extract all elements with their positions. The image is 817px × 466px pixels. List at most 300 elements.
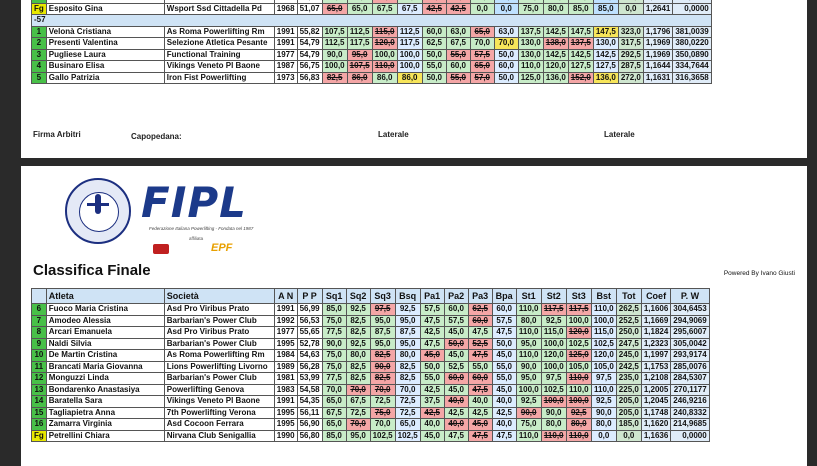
coefficient-cell: 1,1644	[643, 61, 672, 73]
rank-cell: 10	[32, 350, 47, 362]
lift-pa2-cell: 63,0	[446, 26, 470, 38]
table-row	[32, 49, 712, 61]
lift-st3-cell: 85,0	[568, 3, 593, 15]
coefficient-cell: 1,1631	[643, 72, 672, 84]
lift-bsq-cell: 95,0	[395, 338, 420, 350]
header-cell: Pa1	[420, 289, 444, 304]
total-cell: 0,0	[618, 3, 643, 15]
lift-st2-cell: 100,0	[541, 361, 566, 373]
ipf-logo-icon	[153, 244, 169, 254]
bodyweight-cell: 54,58	[297, 384, 322, 396]
lift-st3-cell: 110,0	[566, 430, 591, 442]
club-cell: As Roma Powerlifting Rm	[164, 26, 274, 38]
header-cell: P. W	[671, 289, 709, 304]
results-sheet-top	[21, 0, 807, 158]
points-cell: 0,0000	[673, 3, 711, 15]
lift-sq3-cell: 110,0	[372, 61, 397, 73]
bodyweight-cell: 56,99	[297, 304, 322, 316]
lift-bsq-cell: 102,5	[395, 430, 420, 442]
rank-cell: Fg	[32, 430, 47, 442]
lift-bst-cell: 142,5	[593, 49, 618, 61]
lift-st2-cell: 136,0	[543, 72, 568, 84]
club-cell: Asd Cocoon Ferrara	[164, 419, 274, 431]
lift-bsq-cell: 67,5	[397, 3, 422, 15]
lift-sq3-cell: 86,0	[372, 72, 397, 84]
lift-pa1-cell: 47,5	[420, 338, 444, 350]
total-cell: 185,0	[616, 419, 641, 431]
birth-year-cell: 1991	[274, 396, 297, 408]
epf-logo: EPF	[211, 242, 233, 254]
lift-sq1-cell: 85,0	[322, 304, 346, 316]
lift-st2-cell: 138,0	[543, 38, 568, 50]
points-cell: 380,0220	[673, 38, 711, 50]
points-cell: 246,9216	[671, 396, 709, 408]
birth-year-cell: 1995	[274, 407, 297, 419]
fipl-logo-text: FIPL	[141, 178, 247, 227]
table-row	[32, 396, 710, 408]
bodyweight-cell: 56,80	[297, 430, 322, 442]
affiliation-label: affiliata	[189, 236, 204, 241]
lift-pa2-cell: 67,5	[446, 38, 470, 50]
lift-bst-cell: 105,0	[591, 361, 616, 373]
lift-st1-cell: 110,0	[516, 327, 541, 339]
lift-st1-cell: 110,0	[516, 350, 541, 362]
lift-bpa-cell: 42,5	[492, 407, 516, 419]
lift-st2-cell: 120,0	[541, 350, 566, 362]
total-cell: 250,0	[616, 327, 641, 339]
lift-st2-cell: 80,0	[541, 419, 566, 431]
header-rank	[32, 289, 47, 304]
header-cell: Atleta	[46, 289, 164, 304]
lift-bst-cell: 90,0	[591, 407, 616, 419]
lift-pa1-cell: 50,0	[420, 361, 444, 373]
table-row	[32, 72, 712, 84]
lift-bst-cell: 85,0	[593, 3, 618, 15]
lift-sq3-cell: 82,5	[370, 373, 395, 385]
lift-pa3-cell: 0,0	[470, 3, 494, 15]
athlete-name-cell: De Martin Cristina	[46, 350, 164, 362]
table-row	[32, 38, 712, 50]
lift-bsq-cell: 82,5	[395, 373, 420, 385]
table-row	[32, 315, 710, 327]
total-cell: 252,5	[616, 315, 641, 327]
header-cell: Coef	[641, 289, 670, 304]
lift-sq1-cell: 90,0	[322, 49, 347, 61]
rank-cell: 4	[32, 61, 47, 73]
lift-st1-cell: 80,0	[516, 315, 541, 327]
lift-bsq-cell: 72,5	[395, 407, 420, 419]
club-cell: Functional Training	[164, 49, 274, 61]
lift-sq1-cell: 82,5	[322, 72, 347, 84]
lift-st1-cell: 75,0	[516, 419, 541, 431]
points-cell: 240,8332	[671, 407, 709, 419]
athlete-name-cell: Brancati Maria Giovanna	[46, 361, 164, 373]
coefficient-cell: 1,2641	[643, 3, 672, 15]
birth-year-cell: 1977	[274, 49, 297, 61]
lift-pa2-cell: 52,5	[444, 361, 468, 373]
lift-bst-cell: 120,0	[591, 350, 616, 362]
category-row	[32, 15, 712, 27]
lift-st2-cell: 142,5	[543, 49, 568, 61]
lift-st2-cell: 100,0	[541, 338, 566, 350]
points-cell: 293,9174	[671, 350, 709, 362]
total-cell: 225,0	[616, 384, 641, 396]
rank-cell: 6	[32, 304, 47, 316]
lift-st2-cell: 100,0	[541, 396, 566, 408]
lift-st2-cell: 102,5	[541, 384, 566, 396]
header-cell: A N	[274, 289, 297, 304]
header-cell: Sq3	[370, 289, 395, 304]
lift-pa1-cell: 40,0	[420, 419, 444, 431]
lift-sq1-cell: 65,0	[322, 419, 346, 431]
lift-sq1-cell: 75,0	[322, 361, 346, 373]
lift-bsq-cell: 100,0	[397, 61, 422, 73]
birth-year-cell: 1977	[274, 327, 297, 339]
lift-sq1-cell: 77,5	[322, 373, 346, 385]
lift-bst-cell: 100,0	[591, 315, 616, 327]
table-row	[32, 361, 710, 373]
lift-pa1-cell: 42,5	[420, 407, 444, 419]
bodyweight-cell: 55,65	[297, 327, 322, 339]
coefficient-cell: 1,1969	[643, 38, 672, 50]
club-cell: Selezione Atletica Pesante	[164, 38, 274, 50]
total-cell: 317,5	[618, 38, 643, 50]
rank-cell: 14	[32, 396, 47, 408]
lift-bpa-cell: 40,0	[492, 396, 516, 408]
lift-bst-cell: 147,5	[593, 26, 618, 38]
athlete-name-cell: Arcari Emanuela	[46, 327, 164, 339]
lift-bsq-cell: 65,0	[395, 419, 420, 431]
birth-year-cell: 1991	[274, 38, 297, 50]
table-row	[32, 304, 710, 316]
lift-st1-cell: 130,0	[518, 38, 543, 50]
bodyweight-cell: 54,35	[297, 396, 322, 408]
lift-sq2-cell: 82,5	[346, 315, 370, 327]
header-cell: Bsq	[395, 289, 420, 304]
lift-pa2-cell: 55,0	[446, 72, 470, 84]
lift-bpa-cell: 57,5	[492, 315, 516, 327]
bodyweight-cell: 56,28	[297, 361, 322, 373]
lift-sq3-cell: 75,0	[370, 407, 395, 419]
lift-pa1-cell: 42,5	[420, 384, 444, 396]
points-cell: 284,5307	[671, 373, 709, 385]
lift-st1-cell: 92,5	[516, 396, 541, 408]
lift-bpa-cell: 47,5	[492, 430, 516, 442]
bodyweight-cell: 56,75	[297, 61, 322, 73]
sign-laterale-1-label: Laterale	[378, 130, 409, 139]
coefficient-cell: 1,1606	[641, 304, 670, 316]
total-cell: 287,5	[618, 61, 643, 73]
lift-bpa-cell: 60,0	[494, 61, 518, 73]
lift-pa1-cell: 47,5	[420, 315, 444, 327]
lift-bsq-cell: 72,5	[395, 396, 420, 408]
table-row	[32, 430, 710, 442]
rank-cell: 8	[32, 327, 47, 339]
points-cell: 304,6453	[671, 304, 709, 316]
lift-sq1-cell: 77,5	[322, 327, 346, 339]
lift-sq3-cell: 82,5	[370, 350, 395, 362]
total-cell: 247,5	[616, 338, 641, 350]
lift-bsq-cell: 117,5	[397, 38, 422, 50]
coefficient-cell: 1,1796	[643, 26, 672, 38]
lift-st1-cell: 100,0	[516, 384, 541, 396]
birth-year-cell: 1992	[274, 315, 297, 327]
lift-sq1-cell: 75,0	[322, 350, 346, 362]
points-cell: 214,9685	[671, 419, 709, 431]
lift-st1-cell: 90,0	[516, 407, 541, 419]
lift-pa2-cell: 40,0	[444, 419, 468, 431]
lift-bpa-cell: 40,0	[492, 419, 516, 431]
page-title: Classifica Finale	[33, 262, 151, 279]
lift-st2-cell: 117,5	[541, 304, 566, 316]
lift-pa3-cell: 62,5	[468, 304, 492, 316]
lift-st2-cell: 142,5	[543, 26, 568, 38]
rank-cell: 3	[32, 49, 47, 61]
athlete-name-cell: Monguzzi Linda	[46, 373, 164, 385]
coefficient-cell: 1,1636	[641, 430, 670, 442]
bodyweight-cell: 54,63	[297, 350, 322, 362]
lift-pa1-cell: 55,0	[420, 373, 444, 385]
birth-year-cell: 1981	[274, 373, 297, 385]
powered-by: Powered By Ivano Giusti	[723, 270, 795, 277]
table-row	[32, 407, 710, 419]
birth-year-cell: 1973	[274, 72, 297, 84]
lift-st3-cell: 92,5	[566, 407, 591, 419]
coefficient-cell: 1,1748	[641, 407, 670, 419]
total-cell: 205,0	[616, 396, 641, 408]
rank-cell: 9	[32, 338, 47, 350]
lift-st2-cell: 115,0	[541, 327, 566, 339]
lift-sq2-cell: 95,0	[346, 430, 370, 442]
lift-bst-cell: 0,0	[591, 430, 616, 442]
athlete-name-cell: Bondarenko Anastasiya	[46, 384, 164, 396]
lift-pa1-cell: 60,0	[422, 26, 446, 38]
lift-sq1-cell: 75,0	[322, 315, 346, 327]
rank-cell: Fg	[32, 3, 47, 15]
birth-year-cell: 1991	[274, 26, 297, 38]
lift-pa2-cell: 60,0	[444, 373, 468, 385]
club-cell: 7th Powerlifting Verona	[164, 407, 274, 419]
bodyweight-cell: 55,82	[297, 26, 322, 38]
lift-pa2-cell: 57,5	[444, 315, 468, 327]
lift-bpa-cell: 50,0	[494, 72, 518, 84]
bodyweight-cell: 56,53	[297, 315, 322, 327]
points-cell: 285,0076	[671, 361, 709, 373]
lift-sq2-cell: 72,5	[346, 407, 370, 419]
birth-year-cell: 1995	[274, 338, 297, 350]
club-cell: Barbarian's Power Club	[164, 373, 274, 385]
total-cell: 292,5	[618, 49, 643, 61]
lift-pa2-cell: 60,0	[446, 61, 470, 73]
coefficient-cell: 1,2108	[641, 373, 670, 385]
lift-pa3-cell: 70,0	[470, 38, 494, 50]
lift-sq2-cell: 92,5	[346, 338, 370, 350]
lift-bsq-cell: 95,0	[395, 315, 420, 327]
total-cell: 262,5	[616, 304, 641, 316]
lift-bst-cell: 97,5	[591, 373, 616, 385]
lift-pa3-cell: 55,0	[468, 361, 492, 373]
lift-sq3-cell: 100,0	[372, 49, 397, 61]
header-cell: Bst	[591, 289, 616, 304]
lift-sq2-cell: 82,5	[346, 373, 370, 385]
lift-bsq-cell: 87,5	[395, 327, 420, 339]
coefficient-cell: 1,1824	[641, 327, 670, 339]
lift-bst-cell: 115,0	[591, 327, 616, 339]
lift-bst-cell: 110,0	[591, 304, 616, 316]
lift-bpa-cell: 45,0	[492, 350, 516, 362]
header-cell: Società	[164, 289, 274, 304]
table-row	[32, 350, 710, 362]
lift-bpa-cell: 60,0	[492, 304, 516, 316]
federation-seal-icon	[65, 178, 131, 244]
lift-bsq-cell: 80,0	[395, 350, 420, 362]
lift-bst-cell: 102,5	[591, 338, 616, 350]
total-cell: 0,0	[616, 430, 641, 442]
points-cell: 294,9069	[671, 315, 709, 327]
lift-st2-cell: 92,5	[541, 315, 566, 327]
lift-sq3-cell: 70,0	[370, 419, 395, 431]
points-cell: 0,0000	[671, 430, 709, 442]
lift-sq2-cell: 112,5	[347, 26, 372, 38]
lift-sq1-cell: 70,0	[322, 384, 346, 396]
table-row	[32, 384, 710, 396]
lift-bst-cell: 110,0	[591, 384, 616, 396]
total-cell: 205,0	[616, 407, 641, 419]
lift-st1-cell: 110,0	[518, 61, 543, 73]
lift-st1-cell: 125,0	[518, 72, 543, 84]
header-cell: Pa3	[468, 289, 492, 304]
birth-year-cell: 1984	[274, 350, 297, 362]
lift-pa3-cell: 47,5	[468, 430, 492, 442]
lift-pa2-cell: 50,0	[444, 338, 468, 350]
rank-cell: 12	[32, 373, 47, 385]
header-cell: St2	[541, 289, 566, 304]
header-cell: Sq1	[322, 289, 346, 304]
table-row	[32, 338, 710, 350]
lift-st3-cell: 100,0	[566, 396, 591, 408]
coefficient-cell: 1,2045	[641, 396, 670, 408]
lift-sq2-cell: 70,0	[346, 419, 370, 431]
lift-pa3-cell: 45,0	[468, 419, 492, 431]
lift-pa3-cell: 52,5	[468, 338, 492, 350]
lift-pa2-cell: 45,0	[444, 327, 468, 339]
lift-pa3-cell: 65,0	[470, 26, 494, 38]
bodyweight-cell: 51,07	[297, 3, 322, 15]
lift-bpa-cell: 47,5	[492, 327, 516, 339]
lift-pa3-cell: 47,5	[468, 327, 492, 339]
rank-cell: 11	[32, 361, 47, 373]
lift-sq1-cell: 90,0	[322, 338, 346, 350]
lift-pa3-cell: 42,5	[468, 407, 492, 419]
lift-sq3-cell: 90,0	[370, 361, 395, 373]
sign-laterale-2-label: Laterale	[604, 130, 635, 139]
lift-st3-cell: 117,5	[566, 304, 591, 316]
table-header-row	[32, 289, 710, 304]
athlete-name-cell: Businaro Elisa	[46, 61, 164, 73]
rank-cell: 16	[32, 419, 47, 431]
lift-pa3-cell: 47,5	[468, 384, 492, 396]
lift-sq3-cell: 115,0	[372, 26, 397, 38]
lift-st3-cell: 125,0	[566, 350, 591, 362]
birth-year-cell: 1990	[274, 430, 297, 442]
lift-st2-cell: 80,0	[543, 3, 568, 15]
points-cell: 295,6007	[671, 327, 709, 339]
lift-pa3-cell: 60,0	[468, 373, 492, 385]
lift-bsq-cell: 100,0	[397, 49, 422, 61]
rank-cell: 13	[32, 384, 47, 396]
lift-pa1-cell: 37,5	[420, 396, 444, 408]
lift-sq3-cell: 97,5	[370, 304, 395, 316]
lift-sq3-cell: 72,5	[370, 396, 395, 408]
coefficient-cell: 1,2323	[641, 338, 670, 350]
lift-st3-cell: 127,5	[568, 61, 593, 73]
club-cell: Asd Pro Viribus Prato	[164, 327, 274, 339]
lift-st1-cell: 137,5	[518, 26, 543, 38]
sign-capopedana-label: Capopedana:	[131, 132, 182, 141]
athlete-name-cell: Petrellini Chiara	[46, 430, 164, 442]
header-cell: St1	[516, 289, 541, 304]
header-cell: St3	[566, 289, 591, 304]
club-cell: Iron Fist Powerlifting	[164, 72, 274, 84]
lift-sq2-cell: 80,0	[346, 350, 370, 362]
lift-pa1-cell: 55,0	[422, 61, 446, 73]
table-row	[32, 327, 710, 339]
lift-sq1-cell: 107,5	[322, 26, 347, 38]
athlete-name-cell: Fuoco Maria Cristina	[46, 304, 164, 316]
lift-sq2-cell: 92,5	[346, 304, 370, 316]
lift-bpa-cell: 0,0	[494, 3, 518, 15]
lift-st1-cell: 95,0	[516, 373, 541, 385]
lift-st3-cell: 137,5	[568, 38, 593, 50]
lift-st2-cell: 110,0	[541, 430, 566, 442]
lift-sq2-cell: 82,5	[346, 361, 370, 373]
lift-sq2-cell: 65,0	[347, 3, 372, 15]
coefficient-cell: 1,2005	[641, 384, 670, 396]
lift-sq3-cell: 95,0	[370, 315, 395, 327]
lift-bsq-cell: 70,0	[395, 384, 420, 396]
header-cell: Tot	[616, 289, 641, 304]
lift-sq2-cell: 82,5	[346, 327, 370, 339]
bodyweight-cell: 56,83	[297, 72, 322, 84]
header-cell: Bpa	[492, 289, 516, 304]
lift-bsq-cell: 92,5	[395, 304, 420, 316]
birth-year-cell: 1987	[274, 61, 297, 73]
lift-pa2-cell: 42,5	[446, 3, 470, 15]
table-row	[32, 26, 712, 38]
athlete-name-cell: Gallo Patrizia	[46, 72, 164, 84]
points-cell: 334,7644	[673, 61, 711, 73]
lift-sq2-cell: 70,0	[346, 384, 370, 396]
lift-st3-cell: 120,0	[566, 327, 591, 339]
lift-sq1-cell: 100,0	[322, 61, 347, 73]
lift-sq2-cell: 95,0	[347, 49, 372, 61]
coefficient-cell: 1,1669	[641, 315, 670, 327]
coefficient-cell: 1,1997	[641, 350, 670, 362]
lift-bsq-cell: 82,5	[395, 361, 420, 373]
lift-pa1-cell: 57,5	[420, 304, 444, 316]
total-cell: 245,0	[616, 350, 641, 362]
lift-bsq-cell: 112,5	[397, 26, 422, 38]
lift-sq1-cell: 67,5	[322, 407, 346, 419]
lift-pa1-cell: 50,0	[422, 72, 446, 84]
lift-st3-cell: 110,0	[566, 373, 591, 385]
lift-bst-cell: 80,0	[591, 419, 616, 431]
lift-bpa-cell: 55,0	[492, 373, 516, 385]
lift-sq1-cell: 85,0	[322, 430, 346, 442]
coefficient-cell: 1,1753	[641, 361, 670, 373]
club-cell: Asd Pro Viribus Prato	[164, 304, 274, 316]
lift-sq3-cell: 120,0	[372, 38, 397, 50]
